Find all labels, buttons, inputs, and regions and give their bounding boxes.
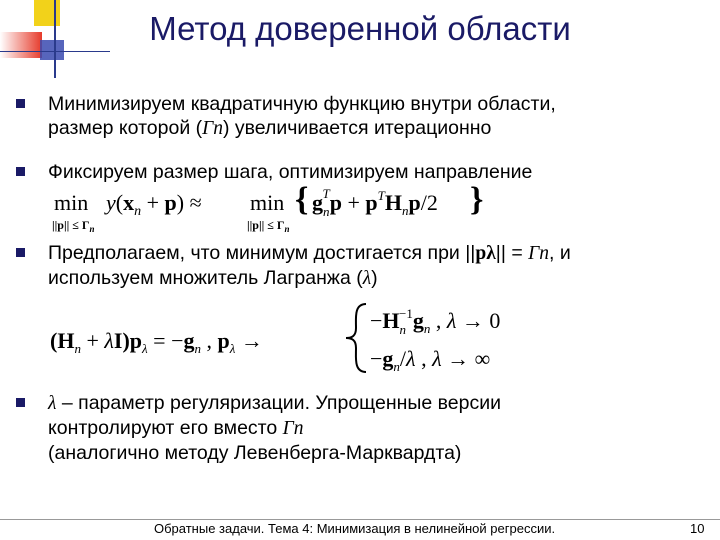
bullet-marker — [16, 167, 25, 176]
bullet-3-line2: используем множитель Лагранжа (λ) — [48, 267, 378, 289]
bullet-marker — [16, 248, 25, 257]
bullet-4-line1: λ – параметр регуляризации. Упрощенные версии — [48, 392, 502, 414]
decor-horizontal-line — [0, 51, 110, 52]
bullet-1-line2: размер которой (Γn) увеличивается итерационно — [48, 117, 492, 139]
bullet-marker — [16, 99, 25, 108]
svg-text:(Hn + λI)pλ = −gn , pλ →: $(H_n + \lambda I)p_\lambda = -g_n$ , $p_\lambda$ → — [50, 328, 263, 356]
svg-text:gnTp + pTHnp/2: $g_nTp + p^TH_np/2$ — [312, 186, 438, 219]
slide-title: Метод доверенной области — [149, 10, 571, 47]
formula-lagrange — [50, 298, 570, 378]
bullet-3-line1: Предполагаем, что минимум достигается при ||pλ|| = Γn, и — [48, 242, 571, 264]
bullet-3 — [48, 241, 708, 291]
svg-text:−gn/λ , λ → ∞: $-g_n/\lambda$ , λ → ∞ — [370, 346, 491, 374]
bullet-1 — [48, 92, 708, 141]
formula1-min: min — [54, 190, 89, 215]
svg-text:−Hn−1gn , λ → 0: $-H_n-1g_n$ , λ → 0 — [370, 306, 501, 337]
svg-text:y(xn + p) ≈: $y(x_n + p)$ ≈ — [106, 190, 202, 219]
svg-text:||p|| ≤ Γn: $||p|| \le \Gamma_n$ — [247, 218, 290, 234]
bullet-2: Фиксируем размер шага, оптимизируем направление — [48, 161, 533, 183]
bullet-4-line3: (аналогично методу Левенберга-Марквардта) — [48, 442, 462, 464]
svg-text:}: } — [470, 184, 484, 218]
gamma-symbol: Γn — [202, 118, 223, 139]
svg-text:{: { — [295, 184, 309, 218]
footer-text: Обратные задачи. Тема 4: Минимизация в нелинейной регрессии. — [154, 521, 556, 536]
svg-text:||p|| ≤ Γn: $||p|| \le \Gamma_n$ — [52, 218, 95, 234]
bullet-4 — [48, 391, 708, 465]
formula-trust-region — [50, 184, 500, 236]
bullet-marker — [16, 398, 25, 407]
bullet-4-line2: контролируют его вместо Γn — [48, 417, 304, 439]
bullet-1-line1: Минимизируем квадратичную функцию внутри области, — [48, 93, 556, 115]
footer-divider — [0, 519, 720, 520]
page-number: 10 — [690, 521, 705, 536]
svg-text:min: min — [250, 190, 285, 215]
